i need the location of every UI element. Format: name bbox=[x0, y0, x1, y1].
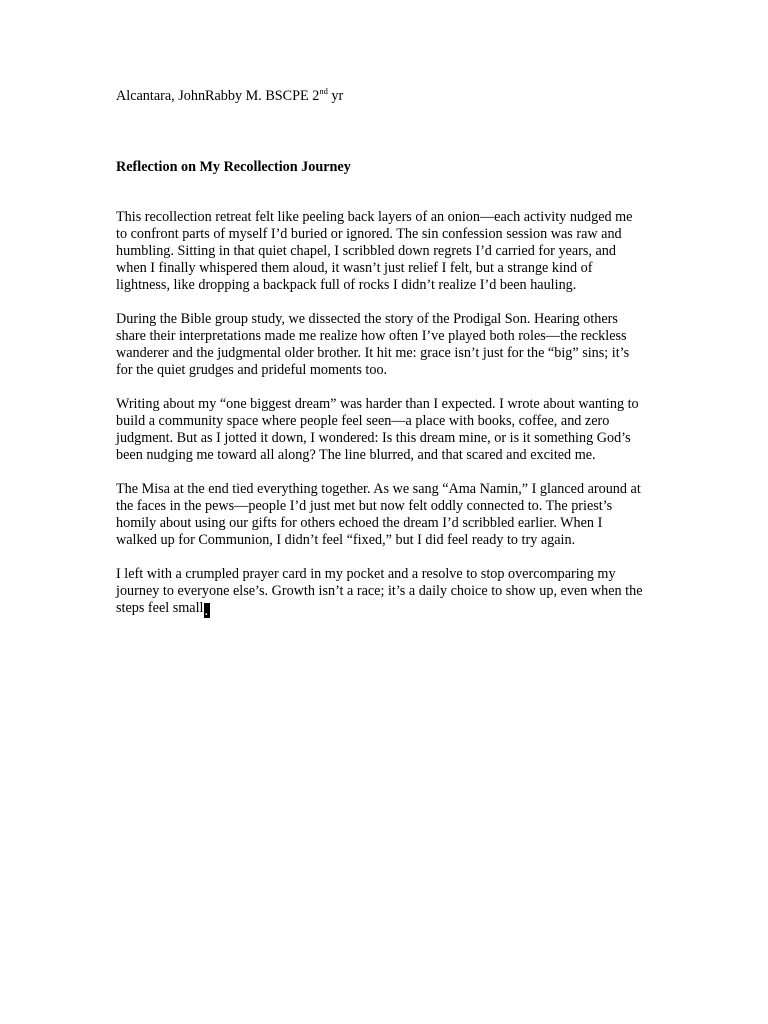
year-ordinal-suffix: nd bbox=[319, 86, 328, 96]
closing-text: I left with a crumpled prayer card in my pocket and a resolve to stop overcomparing my journey to everyone else’s. Growth isn’t a race; it’s a daily choice to show up, even when the steps feel small bbox=[116, 566, 643, 616]
year-label: yr bbox=[327, 88, 344, 104]
author-line bbox=[116, 88, 343, 105]
document-title: Reflection on My Recollection Journey bbox=[116, 159, 351, 175]
author-name: Alcantara, JohnRabby M. BSCPE 2 bbox=[116, 88, 320, 104]
paragraph-biggest-dream: Writing about my “one biggest dream” was harder than I expected. I wrote about wanting to build a community space where people feel seen—a place with books, coffee, and zero judgment. But as I jotted it down, I wondered: Is this dream mine, or is it something God’s been nudging me toward all along? The line blurred, and that scared and excited me. bbox=[116, 396, 639, 463]
document-body[interactable] bbox=[116, 209, 646, 635]
paragraph-misa: The Misa at the end tied everything together. As we sang “Ama Namin,” I glanced around at the faces in the pews—people I’d just met but now felt oddly connected to. The priest’s homily about using our gifts for others echoed the dream I’d scribbled earlier. When I walked up for Communion, I didn’t feel “fixed,” but I did feel ready to try again. bbox=[116, 481, 641, 548]
paragraph-confession: This recollection retreat felt like peeling back layers of an onion—each activity nudged me to confront parts of myself I’d buried or ignored. The sin confession session was raw and humbling. Sitting in that quiet chapel, I scribbled down regrets I’d carried for years, and when I finally whispered them aloud, it wasn’t just relief I felt, but a strange kind of lightness, like dropping a backpack full of rocks I didn’t realize I’d been hauling. bbox=[116, 209, 633, 293]
text-cursor-selection bbox=[204, 603, 210, 618]
paragraph-bible-study: During the Bible group study, we dissected the story of the Prodigal Son. Hearing others share their interpretations made me realize how often I’ve played both roles—the reckless wanderer and the judgmental older brother. It hit me: grace isn’t just for the “big” sins; it’s for the quiet grudges and prideful moments too. bbox=[116, 311, 630, 378]
paragraph-closing bbox=[116, 566, 646, 618]
closing-period: . bbox=[204, 603, 209, 619]
